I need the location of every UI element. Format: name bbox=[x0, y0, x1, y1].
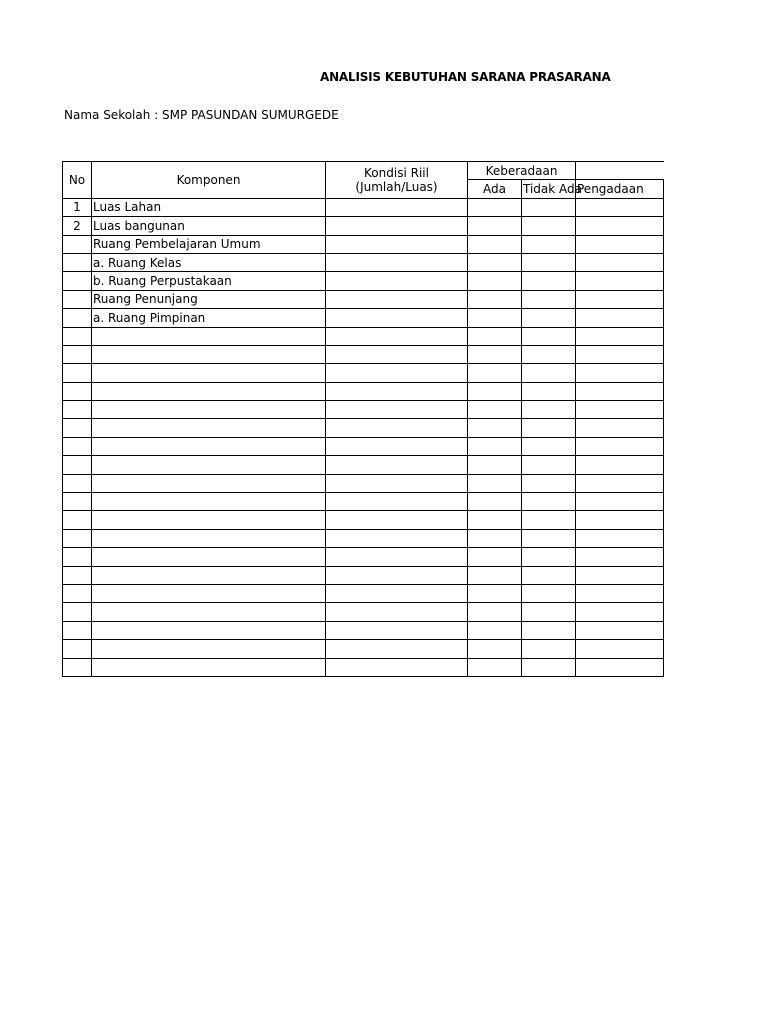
cell-ada bbox=[468, 456, 522, 474]
cell-no: 1 bbox=[63, 198, 92, 216]
cell-pengadaan bbox=[576, 584, 664, 602]
cell-no bbox=[63, 290, 92, 308]
cell-pengadaan bbox=[576, 456, 664, 474]
cell-kondisi-riil bbox=[326, 566, 468, 584]
cell-ada bbox=[468, 327, 522, 345]
cell-tidak-ada bbox=[522, 658, 576, 676]
cell-komponen bbox=[92, 621, 326, 639]
cell-tidak-ada bbox=[522, 272, 576, 290]
cell-komponen: Luas bangunan bbox=[92, 217, 326, 235]
cell-pengadaan bbox=[576, 198, 664, 216]
cell-komponen bbox=[92, 658, 326, 676]
table-row bbox=[63, 253, 664, 271]
cell-no: 2 bbox=[63, 217, 92, 235]
cell-tidak-ada bbox=[522, 198, 576, 216]
cell-komponen bbox=[92, 529, 326, 547]
cell-kondisi-riil bbox=[326, 290, 468, 308]
cell-kondisi-riil bbox=[326, 419, 468, 437]
cell-no bbox=[63, 658, 92, 676]
header-row-1 bbox=[63, 162, 664, 180]
table-row bbox=[63, 272, 664, 290]
cell-tidak-ada bbox=[522, 419, 576, 437]
table-row bbox=[63, 327, 664, 345]
cell-pengadaan bbox=[576, 364, 664, 382]
cell-komponen bbox=[92, 566, 326, 584]
table-row bbox=[63, 456, 664, 474]
cell-no bbox=[63, 529, 92, 547]
cell-ada bbox=[468, 603, 522, 621]
cell-ada bbox=[468, 566, 522, 584]
cell-pengadaan bbox=[576, 235, 664, 253]
cell-komponen: b. Ruang Perpustakaan bbox=[92, 272, 326, 290]
cell-kondisi-riil bbox=[326, 511, 468, 529]
cell-komponen bbox=[92, 474, 326, 492]
cell-tidak-ada bbox=[522, 253, 576, 271]
cell-pengadaan bbox=[576, 511, 664, 529]
cell-ada bbox=[468, 548, 522, 566]
cell-kondisi-riil bbox=[326, 345, 468, 363]
header-no: No bbox=[63, 162, 92, 199]
cell-ada bbox=[468, 272, 522, 290]
cell-kondisi-riil bbox=[326, 603, 468, 621]
cell-ada bbox=[468, 364, 522, 382]
header-blank-cell bbox=[576, 162, 664, 180]
cell-no bbox=[63, 640, 92, 658]
cell-kondisi-riil bbox=[326, 327, 468, 345]
cell-tidak-ada bbox=[522, 217, 576, 235]
cell-tidak-ada bbox=[522, 566, 576, 584]
cell-pengadaan bbox=[576, 272, 664, 290]
table-row bbox=[63, 290, 664, 308]
cell-tidak-ada bbox=[522, 603, 576, 621]
cell-tidak-ada bbox=[522, 529, 576, 547]
cell-pengadaan bbox=[576, 603, 664, 621]
cell-kondisi-riil bbox=[326, 529, 468, 547]
header-keberadaan: Keberadaan bbox=[468, 162, 576, 180]
table-row bbox=[63, 198, 664, 216]
cell-ada bbox=[468, 640, 522, 658]
cell-komponen bbox=[92, 456, 326, 474]
cell-no bbox=[63, 364, 92, 382]
cell-pengadaan bbox=[576, 437, 664, 455]
cell-pengadaan bbox=[576, 345, 664, 363]
table-row bbox=[63, 382, 664, 400]
cell-ada bbox=[468, 235, 522, 253]
cell-tidak-ada bbox=[522, 511, 576, 529]
cell-tidak-ada bbox=[522, 345, 576, 363]
cell-tidak-ada bbox=[522, 474, 576, 492]
cell-pengadaan bbox=[576, 419, 664, 437]
table-row bbox=[63, 235, 664, 253]
cell-komponen bbox=[92, 364, 326, 382]
cell-ada bbox=[468, 382, 522, 400]
cell-kondisi-riil bbox=[326, 364, 468, 382]
cell-pengadaan bbox=[576, 327, 664, 345]
table-row bbox=[63, 217, 664, 235]
cell-no bbox=[63, 584, 92, 602]
cell-komponen bbox=[92, 511, 326, 529]
cell-no bbox=[63, 548, 92, 566]
table-row bbox=[63, 584, 664, 602]
document-title: ANALISIS KEBUTUHAN SARANA PRASARANA bbox=[320, 70, 611, 84]
cell-kondisi-riil bbox=[326, 621, 468, 639]
cell-kondisi-riil bbox=[326, 437, 468, 455]
cell-no bbox=[63, 401, 92, 419]
cell-ada bbox=[468, 658, 522, 676]
cell-ada bbox=[468, 511, 522, 529]
needs-analysis-table bbox=[62, 161, 664, 677]
header-pengadaan: Pengadaan bbox=[576, 180, 664, 198]
cell-ada bbox=[468, 345, 522, 363]
cell-tidak-ada bbox=[522, 235, 576, 253]
cell-ada bbox=[468, 621, 522, 639]
cell-pengadaan bbox=[576, 401, 664, 419]
cell-kondisi-riil bbox=[326, 456, 468, 474]
cell-pengadaan bbox=[576, 621, 664, 639]
cell-kondisi-riil bbox=[326, 548, 468, 566]
cell-pengadaan bbox=[576, 253, 664, 271]
cell-ada bbox=[468, 198, 522, 216]
cell-tidak-ada bbox=[522, 548, 576, 566]
table-row bbox=[63, 474, 664, 492]
cell-kondisi-riil bbox=[326, 382, 468, 400]
cell-komponen bbox=[92, 493, 326, 511]
cell-tidak-ada bbox=[522, 493, 576, 511]
cell-komponen bbox=[92, 401, 326, 419]
table-row bbox=[63, 658, 664, 676]
cell-no bbox=[63, 511, 92, 529]
cell-komponen bbox=[92, 382, 326, 400]
table-row bbox=[63, 603, 664, 621]
cell-tidak-ada bbox=[522, 456, 576, 474]
cell-kondisi-riil bbox=[326, 235, 468, 253]
table-row bbox=[63, 511, 664, 529]
header-kondisi-line-1: Kondisi Riil bbox=[364, 165, 429, 180]
cell-tidak-ada bbox=[522, 327, 576, 345]
cell-tidak-ada bbox=[522, 640, 576, 658]
header-komponen: Komponen bbox=[92, 162, 326, 199]
cell-pengadaan bbox=[576, 474, 664, 492]
cell-tidak-ada bbox=[522, 584, 576, 602]
cell-no bbox=[63, 493, 92, 511]
cell-no bbox=[63, 272, 92, 290]
cell-kondisi-riil bbox=[326, 493, 468, 511]
cell-ada bbox=[468, 529, 522, 547]
cell-ada bbox=[468, 584, 522, 602]
cell-no bbox=[63, 253, 92, 271]
cell-tidak-ada bbox=[522, 309, 576, 327]
table-row bbox=[63, 640, 664, 658]
cell-ada bbox=[468, 437, 522, 455]
cell-no bbox=[63, 419, 92, 437]
cell-tidak-ada bbox=[522, 401, 576, 419]
table-row bbox=[63, 493, 664, 511]
cell-pengadaan bbox=[576, 382, 664, 400]
cell-pengadaan bbox=[576, 493, 664, 511]
cell-tidak-ada bbox=[522, 621, 576, 639]
table-row bbox=[63, 401, 664, 419]
cell-komponen bbox=[92, 327, 326, 345]
cell-pengadaan bbox=[576, 217, 664, 235]
cell-kondisi-riil bbox=[326, 584, 468, 602]
cell-ada bbox=[468, 217, 522, 235]
cell-komponen bbox=[92, 603, 326, 621]
cell-no bbox=[63, 474, 92, 492]
school-name: Nama Sekolah : SMP PASUNDAN SUMURGEDE bbox=[64, 108, 339, 122]
cell-pengadaan bbox=[576, 548, 664, 566]
cell-tidak-ada bbox=[522, 290, 576, 308]
table-row bbox=[63, 309, 664, 327]
cell-komponen bbox=[92, 419, 326, 437]
header-kondisi-line-2: (Jumlah/Luas) bbox=[355, 179, 438, 194]
cell-no bbox=[63, 327, 92, 345]
cell-tidak-ada bbox=[522, 364, 576, 382]
cell-pengadaan bbox=[576, 640, 664, 658]
cell-pengadaan bbox=[576, 566, 664, 584]
table-row bbox=[63, 437, 664, 455]
cell-ada bbox=[468, 401, 522, 419]
cell-komponen: a. Ruang Kelas bbox=[92, 253, 326, 271]
header-kondisi-riil bbox=[326, 162, 468, 199]
cell-ada bbox=[468, 309, 522, 327]
cell-no bbox=[63, 309, 92, 327]
cell-no bbox=[63, 603, 92, 621]
cell-komponen: Ruang Penunjang bbox=[92, 290, 326, 308]
cell-tidak-ada bbox=[522, 382, 576, 400]
cell-komponen bbox=[92, 437, 326, 455]
cell-kondisi-riil bbox=[326, 272, 468, 290]
cell-pengadaan bbox=[576, 290, 664, 308]
cell-tidak-ada bbox=[522, 437, 576, 455]
cell-no bbox=[63, 437, 92, 455]
cell-ada bbox=[468, 290, 522, 308]
cell-kondisi-riil bbox=[326, 309, 468, 327]
cell-komponen: Ruang Pembelajaran Umum bbox=[92, 235, 326, 253]
cell-kondisi-riil bbox=[326, 474, 468, 492]
cell-pengadaan bbox=[576, 309, 664, 327]
cell-komponen bbox=[92, 584, 326, 602]
cell-kondisi-riil bbox=[326, 198, 468, 216]
cell-no bbox=[63, 621, 92, 639]
cell-ada bbox=[468, 474, 522, 492]
cell-no bbox=[63, 382, 92, 400]
header-ada: Ada bbox=[468, 180, 522, 198]
cell-kondisi-riil bbox=[326, 658, 468, 676]
cell-ada bbox=[468, 493, 522, 511]
cell-no bbox=[63, 235, 92, 253]
table-row bbox=[63, 529, 664, 547]
cell-no bbox=[63, 456, 92, 474]
cell-komponen bbox=[92, 548, 326, 566]
table-row bbox=[63, 621, 664, 639]
cell-pengadaan bbox=[576, 658, 664, 676]
cell-komponen: a. Ruang Pimpinan bbox=[92, 309, 326, 327]
cell-komponen bbox=[92, 640, 326, 658]
header-tidak-ada: Tidak Ada bbox=[522, 180, 576, 198]
table-row bbox=[63, 364, 664, 382]
table-row bbox=[63, 566, 664, 584]
cell-kondisi-riil bbox=[326, 640, 468, 658]
cell-kondisi-riil bbox=[326, 217, 468, 235]
cell-kondisi-riil bbox=[326, 401, 468, 419]
cell-no bbox=[63, 345, 92, 363]
table-row bbox=[63, 345, 664, 363]
table-row bbox=[63, 419, 664, 437]
cell-komponen bbox=[92, 345, 326, 363]
cell-kondisi-riil bbox=[326, 253, 468, 271]
cell-ada bbox=[468, 419, 522, 437]
cell-pengadaan bbox=[576, 529, 664, 547]
cell-ada bbox=[468, 253, 522, 271]
cell-komponen: Luas Lahan bbox=[92, 198, 326, 216]
cell-no bbox=[63, 566, 92, 584]
table-row bbox=[63, 548, 664, 566]
